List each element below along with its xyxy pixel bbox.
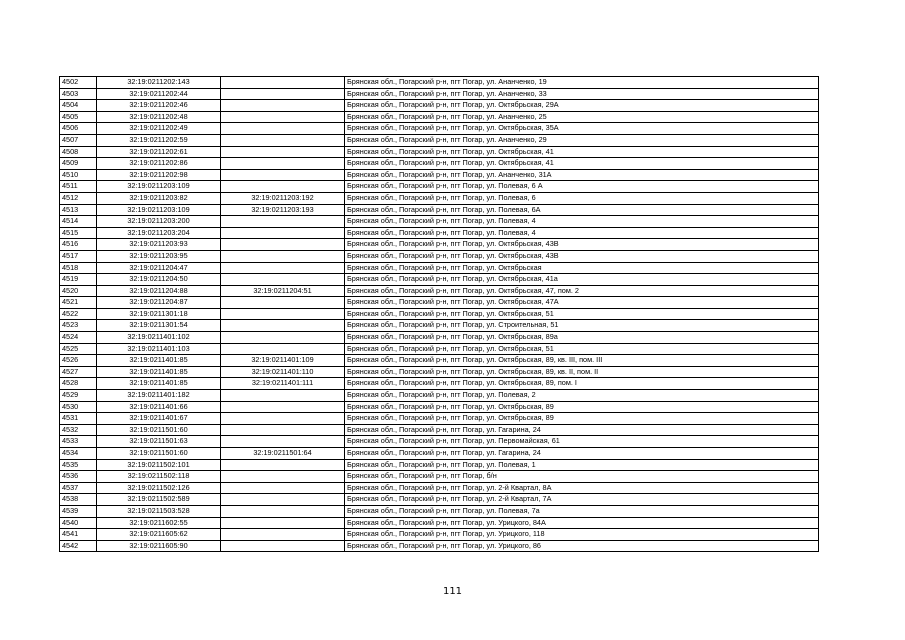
linked-cadastral-number-cell (221, 216, 345, 228)
cadastral-number-cell: 32:19:0211203:109 (97, 204, 221, 216)
row-number-cell: 4502 (60, 77, 97, 89)
row-number-cell: 4531 (60, 413, 97, 425)
cadastral-number-cell: 32:19:0211501:63 (97, 436, 221, 448)
cadastral-number-cell: 32:19:0211501:60 (97, 424, 221, 436)
linked-cadastral-number-cell (221, 77, 345, 89)
cadastral-number-cell: 32:19:0211502:101 (97, 459, 221, 471)
linked-cadastral-number-cell (221, 169, 345, 181)
row-number-cell: 4521 (60, 297, 97, 309)
cadastral-number-cell: 32:19:0211502:126 (97, 482, 221, 494)
row-number-cell: 4535 (60, 459, 97, 471)
table-row (60, 308, 819, 320)
linked-cadastral-number-cell (221, 111, 345, 123)
cadastral-number-cell: 32:19:0211203:204 (97, 227, 221, 239)
cadastral-number-cell: 32:19:0211401:66 (97, 401, 221, 413)
address-cell: Брянская обл., Погарский р-н, пгт Погар, ул. Октябрьская, 35А (345, 123, 819, 135)
table-row (60, 390, 819, 402)
linked-cadastral-number-cell (221, 540, 345, 552)
address-cell: Брянская обл., Погарский р-н, пгт Погар, ул. Полевая, 1 (345, 459, 819, 471)
address-cell: Брянская обл., Погарский р-н, пгт Погар, ул. Октябрьская (345, 262, 819, 274)
table-row (60, 181, 819, 193)
row-number-cell: 4509 (60, 158, 97, 170)
cadastral-number-cell: 32:19:0211203:82 (97, 192, 221, 204)
linked-cadastral-number-cell (221, 123, 345, 135)
linked-cadastral-number-cell (221, 482, 345, 494)
linked-cadastral-number-cell (221, 134, 345, 146)
cadastral-number-cell: 32:19:0211202:44 (97, 88, 221, 100)
address-cell: Брянская обл., Погарский р-н, пгт Погар, ул. Октябрьская, 89 (345, 401, 819, 413)
linked-cadastral-number-cell: 32:19:0211501:64 (221, 448, 345, 460)
linked-cadastral-number-cell (221, 459, 345, 471)
row-number-cell: 4540 (60, 517, 97, 529)
row-number-cell: 4505 (60, 111, 97, 123)
table-row (60, 216, 819, 228)
row-number-cell: 4525 (60, 343, 97, 355)
cadastral-number-cell: 32:19:0211503:528 (97, 505, 221, 517)
address-cell: Брянская обл., Погарский р-н, пгт Погар, ул. Ананченко, 25 (345, 111, 819, 123)
cadastral-number-cell: 32:19:0211202:49 (97, 123, 221, 135)
linked-cadastral-number-cell: 32:19:0211204:51 (221, 285, 345, 297)
address-cell: Брянская обл., Погарский р-н, пгт Погар, ул. Октябрьская, 89а (345, 332, 819, 344)
cadastral-number-cell: 32:19:0211204:87 (97, 297, 221, 309)
row-number-cell: 4517 (60, 250, 97, 262)
address-cell: Брянская обл., Погарский р-н, пгт Погар, ул. Октябрьская, 47, пом. 2 (345, 285, 819, 297)
table-row (60, 436, 819, 448)
linked-cadastral-number-cell (221, 424, 345, 436)
address-cell: Брянская обл., Погарский р-н, пгт Погар, ул. Октябрьская, 29А (345, 100, 819, 112)
cadastral-number-cell: 32:19:0211602:55 (97, 517, 221, 529)
address-cell: Брянская обл., Погарский р-н, пгт Погар, ул. Ананченко, 31А (345, 169, 819, 181)
linked-cadastral-number-cell (221, 297, 345, 309)
cadastral-number-cell: 32:19:0211203:200 (97, 216, 221, 228)
registry-table (59, 76, 819, 552)
address-cell: Брянская обл., Погарский р-н, пгт Погар, ул. Полевая, 6 (345, 192, 819, 204)
row-number-cell: 4508 (60, 146, 97, 158)
linked-cadastral-number-cell (221, 239, 345, 251)
address-cell: Брянская обл., Погарский р-н, пгт Погар, ул. Первомайская, 61 (345, 436, 819, 448)
row-number-cell: 4528 (60, 378, 97, 390)
registry-table-body (60, 77, 819, 552)
row-number-cell: 4516 (60, 239, 97, 251)
cadastral-number-cell: 32:19:0211605:62 (97, 529, 221, 541)
address-cell: Брянская обл., Погарский р-н, пгт Погар, ул. Полевая, 7а (345, 505, 819, 517)
row-number-cell: 4524 (60, 332, 97, 344)
address-cell: Брянская обл., Погарский р-н, пгт Погар, ул. Ананченко, 19 (345, 77, 819, 89)
linked-cadastral-number-cell (221, 88, 345, 100)
address-cell: Брянская обл., Погарский р-н, пгт Погар, ул. Октябрьская, 47А (345, 297, 819, 309)
row-number-cell: 4504 (60, 100, 97, 112)
cadastral-number-cell: 32:19:0211301:54 (97, 320, 221, 332)
table-row (60, 343, 819, 355)
linked-cadastral-number-cell (221, 471, 345, 483)
cadastral-number-cell: 32:19:0211501:60 (97, 448, 221, 460)
table-row (60, 192, 819, 204)
address-cell: Брянская обл., Погарский р-н, пгт Погар, ул. Октябрьская, 51 (345, 308, 819, 320)
linked-cadastral-number-cell (221, 227, 345, 239)
row-number-cell: 4529 (60, 390, 97, 402)
linked-cadastral-number-cell (221, 517, 345, 529)
row-number-cell: 4541 (60, 529, 97, 541)
table-row (60, 540, 819, 552)
linked-cadastral-number-cell (221, 332, 345, 344)
row-number-cell: 4526 (60, 355, 97, 367)
row-number-cell: 4515 (60, 227, 97, 239)
row-number-cell: 4539 (60, 505, 97, 517)
linked-cadastral-number-cell (221, 529, 345, 541)
row-number-cell: 4511 (60, 181, 97, 193)
cadastral-number-cell: 32:19:0211401:85 (97, 366, 221, 378)
address-cell: Брянская обл., Погарский р-н, пгт Погар, ул. Октябрьская, 89 (345, 413, 819, 425)
cadastral-number-cell: 32:19:0211502:118 (97, 471, 221, 483)
address-cell: Брянская обл., Погарский р-н, пгт Погар, ул. 2-й Квартал, 7А (345, 494, 819, 506)
table-row (60, 169, 819, 181)
cadastral-number-cell: 32:19:0211401:102 (97, 332, 221, 344)
linked-cadastral-number-cell (221, 320, 345, 332)
address-cell: Брянская обл., Погарский р-н, пгт Погар, б/н (345, 471, 819, 483)
cadastral-number-cell: 32:19:0211202:59 (97, 134, 221, 146)
row-number-cell: 4512 (60, 192, 97, 204)
address-cell: Брянская обл., Погарский р-н, пгт Погар, ул. Гагарина, 24 (345, 448, 819, 460)
cadastral-number-cell: 32:19:0211401:182 (97, 390, 221, 402)
row-number-cell: 4518 (60, 262, 97, 274)
table-row (60, 262, 819, 274)
table-row (60, 320, 819, 332)
cadastral-number-cell: 32:19:0211202:48 (97, 111, 221, 123)
address-cell: Брянская обл., Погарский р-н, пгт Погар, ул. Гагарина, 24 (345, 424, 819, 436)
table-row (60, 355, 819, 367)
table-row (60, 250, 819, 262)
cadastral-number-cell: 32:19:0211202:46 (97, 100, 221, 112)
address-cell: Брянская обл., Погарский р-н, пгт Погар, ул. Полевая, 2 (345, 390, 819, 402)
address-cell: Брянская обл., Погарский р-н, пгт Погар, ул. Полевая, 4 (345, 227, 819, 239)
address-cell: Брянская обл., Погарский р-н, пгт Погар, ул. Октябрьская, 41а (345, 274, 819, 286)
linked-cadastral-number-cell (221, 181, 345, 193)
address-cell: Брянская обл., Погарский р-н, пгт Погар, ул. Полевая, 6 А (345, 181, 819, 193)
table-row (60, 413, 819, 425)
cadastral-number-cell: 32:19:0211203:93 (97, 239, 221, 251)
cadastral-number-cell: 32:19:0211401:103 (97, 343, 221, 355)
row-number-cell: 4538 (60, 494, 97, 506)
linked-cadastral-number-cell (221, 274, 345, 286)
cadastral-number-cell: 32:19:0211502:589 (97, 494, 221, 506)
linked-cadastral-number-cell: 32:19:0211401:109 (221, 355, 345, 367)
linked-cadastral-number-cell: 32:19:0211401:110 (221, 366, 345, 378)
table-row (60, 482, 819, 494)
linked-cadastral-number-cell (221, 413, 345, 425)
row-number-cell: 4533 (60, 436, 97, 448)
cadastral-number-cell: 32:19:0211203:95 (97, 250, 221, 262)
cadastral-number-cell: 32:19:0211401:85 (97, 355, 221, 367)
address-cell: Брянская обл., Погарский р-н, пгт Погар, ул. Октябрьская, 89, пом. I (345, 378, 819, 390)
address-cell: Брянская обл., Погарский р-н, пгт Погар, ул. Урицкого, 86 (345, 540, 819, 552)
address-cell: Брянская обл., Погарский р-н, пгт Погар, ул. Урицкого, 84А (345, 517, 819, 529)
table-row (60, 77, 819, 89)
cadastral-number-cell: 32:19:0211202:61 (97, 146, 221, 158)
table-row (60, 146, 819, 158)
address-cell: Брянская обл., Погарский р-н, пгт Погар, ул. Октябрьская, 41 (345, 146, 819, 158)
linked-cadastral-number-cell: 32:19:0211401:111 (221, 378, 345, 390)
row-number-cell: 4503 (60, 88, 97, 100)
table-row (60, 505, 819, 517)
table-row (60, 123, 819, 135)
linked-cadastral-number-cell (221, 250, 345, 262)
table-row (60, 158, 819, 170)
table-row (60, 401, 819, 413)
cadastral-number-cell: 32:19:0211401:67 (97, 413, 221, 425)
linked-cadastral-number-cell: 32:19:0211203:193 (221, 204, 345, 216)
linked-cadastral-number-cell (221, 146, 345, 158)
table-row (60, 378, 819, 390)
address-cell: Брянская обл., Погарский р-н, пгт Погар, ул. Октябрьская, 41 (345, 158, 819, 170)
row-number-cell: 4520 (60, 285, 97, 297)
cadastral-number-cell: 32:19:0211202:143 (97, 77, 221, 89)
table-row (60, 227, 819, 239)
cadastral-number-cell: 32:19:0211202:98 (97, 169, 221, 181)
cadastral-number-cell: 32:19:0211204:50 (97, 274, 221, 286)
table-row (60, 134, 819, 146)
address-cell: Брянская обл., Погарский р-н, пгт Погар, ул. Октябрьская, 43В (345, 250, 819, 262)
table-row (60, 494, 819, 506)
table-row (60, 424, 819, 436)
address-cell: Брянская обл., Погарский р-н, пгт Погар, ул. 2-й Квартал, 8А (345, 482, 819, 494)
table-row (60, 471, 819, 483)
row-number-cell: 4523 (60, 320, 97, 332)
address-cell: Брянская обл., Погарский р-н, пгт Погар, ул. Ананченко, 29 (345, 134, 819, 146)
linked-cadastral-number-cell (221, 158, 345, 170)
linked-cadastral-number-cell: 32:19:0211203:192 (221, 192, 345, 204)
table-row (60, 285, 819, 297)
table-row (60, 529, 819, 541)
address-cell: Брянская обл., Погарский р-н, пгт Погар, ул. Октябрьская, 89, кв. II, пом. II (345, 366, 819, 378)
table-row (60, 111, 819, 123)
row-number-cell: 4514 (60, 216, 97, 228)
cadastral-number-cell: 32:19:0211605:90 (97, 540, 221, 552)
cadastral-number-cell: 32:19:0211203:109 (97, 181, 221, 193)
table-row (60, 274, 819, 286)
cadastral-number-cell: 32:19:0211401:85 (97, 378, 221, 390)
row-number-cell: 4534 (60, 448, 97, 460)
linked-cadastral-number-cell (221, 505, 345, 517)
row-number-cell: 4537 (60, 482, 97, 494)
cadastral-number-cell: 32:19:0211204:47 (97, 262, 221, 274)
linked-cadastral-number-cell (221, 390, 345, 402)
linked-cadastral-number-cell (221, 343, 345, 355)
row-number-cell: 4510 (60, 169, 97, 181)
table-row (60, 88, 819, 100)
page-number: 111 (442, 586, 463, 597)
table-row (60, 517, 819, 529)
table-row (60, 448, 819, 460)
cadastral-number-cell: 32:19:0211202:86 (97, 158, 221, 170)
row-number-cell: 4507 (60, 134, 97, 146)
address-cell: Брянская обл., Погарский р-н, пгт Погар, ул. Урицкого, 118 (345, 529, 819, 541)
address-cell: Брянская обл., Погарский р-н, пгт Погар, ул. Октябрьская, 51 (345, 343, 819, 355)
table-row (60, 204, 819, 216)
row-number-cell: 4527 (60, 366, 97, 378)
table-row (60, 459, 819, 471)
table-row (60, 297, 819, 309)
row-number-cell: 4522 (60, 308, 97, 320)
row-number-cell: 4542 (60, 540, 97, 552)
address-cell: Брянская обл., Погарский р-н, пгт Погар, ул. Октябрьская, 89, кв. III, пом. III (345, 355, 819, 367)
linked-cadastral-number-cell (221, 494, 345, 506)
cadastral-number-cell: 32:19:0211204:88 (97, 285, 221, 297)
table-row (60, 366, 819, 378)
linked-cadastral-number-cell (221, 308, 345, 320)
address-cell: Брянская обл., Погарский р-н, пгт Погар, ул. Строительная, 51 (345, 320, 819, 332)
linked-cadastral-number-cell (221, 100, 345, 112)
address-cell: Брянская обл., Погарский р-н, пгт Погар, ул. Ананченко, 33 (345, 88, 819, 100)
row-number-cell: 4536 (60, 471, 97, 483)
linked-cadastral-number-cell (221, 436, 345, 448)
row-number-cell: 4530 (60, 401, 97, 413)
row-number-cell: 4506 (60, 123, 97, 135)
row-number-cell: 4532 (60, 424, 97, 436)
row-number-cell: 4519 (60, 274, 97, 286)
table-row (60, 332, 819, 344)
table-row (60, 239, 819, 251)
row-number-cell: 4513 (60, 204, 97, 216)
table-row (60, 100, 819, 112)
address-cell: Брянская обл., Погарский р-н, пгт Погар, ул. Октябрьская, 43В (345, 239, 819, 251)
address-cell: Брянская обл., Погарский р-н, пгт Погар, ул. Полевая, 6А (345, 204, 819, 216)
address-cell: Брянская обл., Погарский р-н, пгт Погар, ул. Полевая, 4 (345, 216, 819, 228)
linked-cadastral-number-cell (221, 262, 345, 274)
cadastral-number-cell: 32:19:0211301:18 (97, 308, 221, 320)
linked-cadastral-number-cell (221, 401, 345, 413)
